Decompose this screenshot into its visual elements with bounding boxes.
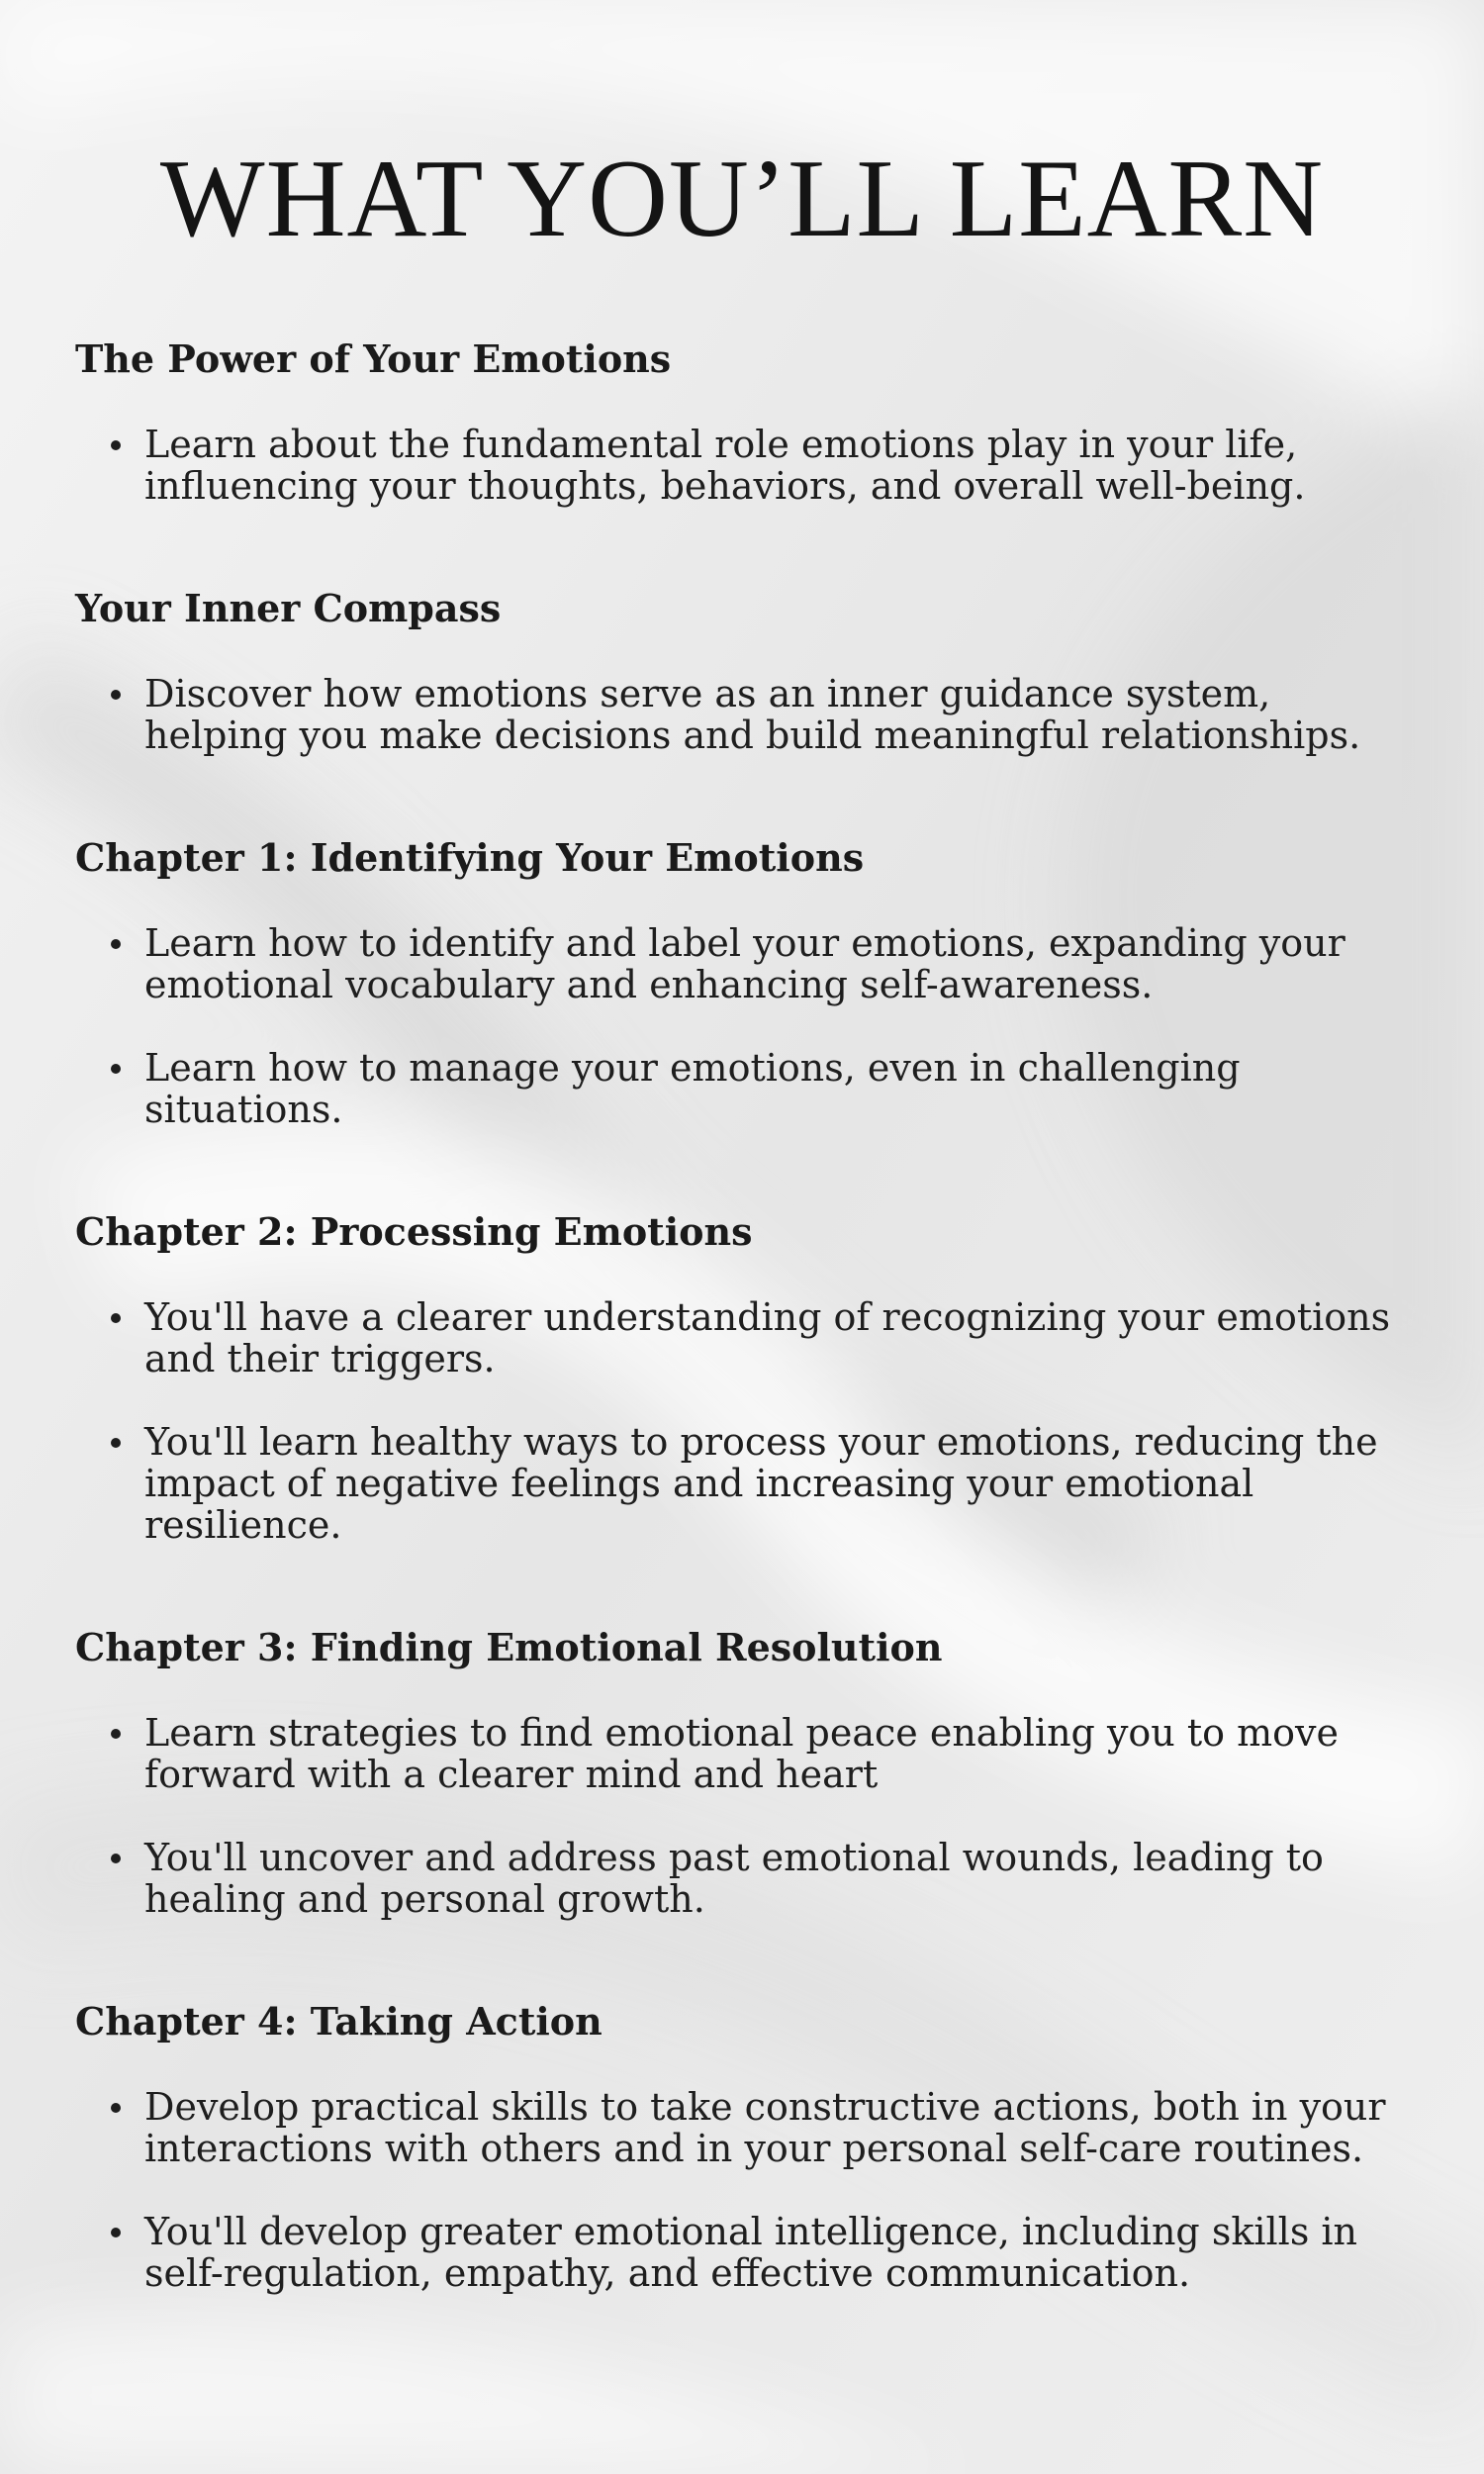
section-heading: Chapter 1: Identifying Your Emotions bbox=[75, 835, 865, 880]
list-item-text: You'll develop greater emotional intelligence, including skills in self-regulation, empathy, and effective communication. bbox=[144, 2209, 1358, 2295]
section-chapter-1 bbox=[75, 835, 1421, 1130]
bullet-list bbox=[75, 922, 1421, 1130]
bullet-icon bbox=[111, 1313, 121, 1323]
section-heading: Chapter 4: Taking Action bbox=[75, 1999, 603, 2044]
list-item bbox=[75, 424, 1421, 507]
list-item bbox=[75, 1837, 1421, 1920]
bullet-list bbox=[75, 2086, 1421, 2294]
list-item bbox=[75, 673, 1421, 756]
list-item bbox=[75, 2086, 1421, 2169]
list-item-text: Learn about the fundamental role emotions play in your life, influencing your thoughts, behaviors, and overall well-being. bbox=[144, 422, 1306, 508]
list-item bbox=[75, 2211, 1421, 2294]
section-heading: Your Inner Compass bbox=[75, 586, 502, 630]
list-item-text: Learn strategies to find emotional peace enabling you to move forward with a clearer mind and heart bbox=[144, 1710, 1339, 1796]
list-item-text: You'll learn healthy ways to process your emotions, reducing the impact of negative feelings and increasing your emotional resilience. bbox=[144, 1419, 1378, 1547]
bullet-icon bbox=[111, 690, 121, 700]
list-item-text: Develop practical skills to take constructive actions, both in your interactions with others and in your personal self-care routines. bbox=[144, 2084, 1386, 2170]
bullet-list bbox=[75, 424, 1421, 507]
list-item-text: You'll have a clearer understanding of recognizing your emotions and their triggers. bbox=[144, 1294, 1391, 1380]
section-heading: Chapter 3: Finding Emotional Resolution bbox=[75, 1625, 943, 1669]
bullet-list bbox=[75, 1712, 1421, 1920]
section-inner-compass bbox=[75, 586, 1421, 756]
section-chapter-4 bbox=[75, 1999, 1421, 2294]
list-item-text: Learn how to manage your emotions, even in challenging situations. bbox=[144, 1045, 1241, 1131]
list-item-text: Discover how emotions serve as an inner guidance system, helping you make decisions and build meaningful relationships. bbox=[144, 671, 1361, 757]
list-item bbox=[75, 1047, 1421, 1130]
bullet-icon bbox=[111, 1438, 121, 1448]
section-chapter-2 bbox=[75, 1209, 1421, 1546]
list-item-text: You'll uncover and address past emotional wounds, leading to healing and personal growth. bbox=[144, 1835, 1324, 1921]
section-heading: The Power of Your Emotions bbox=[75, 336, 672, 381]
list-item bbox=[75, 1712, 1421, 1795]
bullet-list bbox=[75, 1296, 1421, 1546]
bullet-icon bbox=[111, 440, 121, 450]
section-power-of-emotions bbox=[75, 336, 1421, 507]
list-item bbox=[75, 922, 1421, 1005]
bullet-list bbox=[75, 673, 1421, 756]
bullet-icon bbox=[111, 2228, 121, 2237]
bullet-icon bbox=[111, 2103, 121, 2113]
bullet-icon bbox=[111, 1854, 121, 1863]
section-heading: Chapter 2: Processing Emotions bbox=[75, 1209, 753, 1254]
bullet-icon bbox=[111, 939, 121, 949]
section-chapter-3 bbox=[75, 1625, 1421, 1920]
list-item bbox=[75, 1296, 1421, 1380]
page-title: WHAT YOU’LL LEARN bbox=[159, 138, 1325, 260]
bullet-icon bbox=[111, 1729, 121, 1739]
bullet-icon bbox=[111, 1064, 121, 1074]
list-item bbox=[75, 1421, 1421, 1546]
list-item-text: Learn how to identify and label your emotions, expanding your emotional vocabulary and enhancing self-awareness. bbox=[144, 920, 1345, 1006]
